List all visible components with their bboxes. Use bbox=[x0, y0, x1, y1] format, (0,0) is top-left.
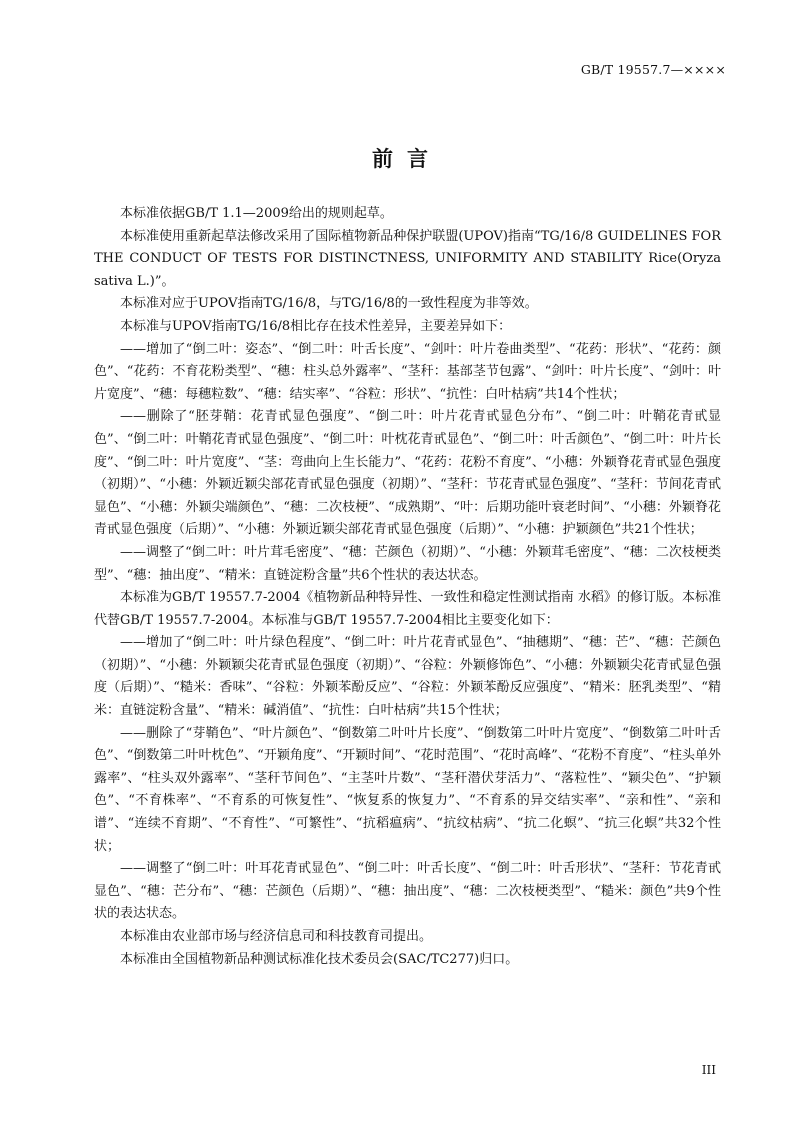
list-item-removed-traits-2004: ——删除了“芽鞘色”、“叶片颜色”、“倒数第二叶叶片长度”、“倒数第二叶叶片宽度”、“倒数第二叶叶舌色”、“倒数第二叶叶枕色”、“开颖角度”、“开颖时间”、“花时范围”、“花时高峰”、“花粉不育度”、“柱头单外露率”、“柱头双外露率”、“茎秆节间色”、“主茎叶片数”、“茎秆潜伏芽活力”、“落粒性”、“颖尖色”、“护颖色”、“不育株率”、“不育系的可恢复性”、“恢复系的恢复力”、“不育系的异交结实率”、“亲和性”、“亲和谱”、“连续不育期”、“不育性”、“可繁性”、“抗稻瘟病”、“抗纹枯病”、“抗二化螟”、“抗三化螟”共32个性状； bbox=[94, 725, 721, 854]
paragraph-proposer: 本标准由农业部市场与经济信息司和科技教育司提出。 bbox=[120, 929, 433, 944]
list-item-adjusted-traits-2004: ——调整了“倒二叶：叶耳花青甙显色”、“倒二叶：叶舌长度”、“倒二叶：叶舌形状”、“茎秆：节花青甙显色”、“穗：芒分布”、“穗：芒颜色（后期）”、“穗：抽出度”、“穗：二次枝梗类型”、“糙米：颜色”共9个性状的表达状态。 bbox=[94, 861, 721, 922]
page-title: 前言 bbox=[372, 146, 442, 171]
list-item-adjusted-traits-upov: ——调整了“倒二叶：叶片茸毛密度”、“穗：芒颜色（初期）”、“小穗：外颖茸毛密度”、“穗：二次枝梗类型”、“穗：抽出度”、“精米：直链淀粉含量”共6个性状的表达状态。 bbox=[94, 544, 721, 583]
list-item-added-traits-2004: ——增加了“倒二叶：叶片绿色程度”、“倒二叶：叶片花青甙显色”、“抽穗期”、“穗：芒”、“穗：芒颜色（初期）”、“小穗：外颖颖尖花青甙显色强度（初期）”、“谷粒：外颖修饰色”、“小穗：外颖颖尖花青甙显色强度（后期）”、“糙米：香味”、“谷粒：外颖苯酚反应”、“谷粒：外颖苯酚反应强度”、“精米：胚乳类型”、“精米：直链淀粉含量”、“精米：碱消值”、“抗性：白叶枯病”共15个性状； bbox=[94, 635, 721, 719]
paragraph-revision: 本标准为GB/T 19557.7-2004《植物新品种特异性、一致性和稳定性测试指南 水稻》的修订版。本标准代替GB/T 19557.7-2004。本标准与GB/T 19557.7-2004相比主要变化如下： bbox=[94, 590, 721, 628]
page-number: III bbox=[701, 1063, 716, 1077]
paragraph-technical-differences: 本标准与UPOV指南TG/16/8相比存在技术性差异，主要差异如下： bbox=[120, 318, 512, 334]
paragraph-drafting-basis: 本标准依据GB/T 1.1—2009给出的规则起草。 bbox=[120, 206, 393, 221]
document-body bbox=[94, 203, 721, 971]
list-item-removed-traits-upov: ——删除了“胚芽鞘：花青甙显色强度”、“倒二叶：叶片花青甙显色分布”、“倒二叶：叶鞘花青甙显色”、“倒二叶：叶鞘花青甙显色强度”、“倒二叶：叶枕花青甙显色”、“倒二叶：叶舌颜色”、“倒二叶：叶片长度”、“倒二叶：叶片宽度”、“茎：弯曲向上生长能力”、“花药：花粉不育度”、“小穗：外颖脊花青甙显色强度（初期）”、“小穗：外颖近颖尖部花青甙显色强度（初期）”、“茎秆：节花青甙显色强度”、“茎秆：节间花青甙显色”、“小穗：外颖尖端颜色”、“穗：二次枝梗”、“成熟期”、“叶：后期功能叶衰老时间”、“小穗：外颖脊花青甙显色强度（后期）”、“小穗：外颖近颖尖部花青甙显色强度（后期）”、“小穗：护颖颜色”共21个性状； bbox=[94, 409, 721, 538]
list-item-added-traits-upov: ——增加了“倒二叶：姿态”、“倒二叶：叶舌长度”、“剑叶：叶片卷曲类型”、“花药：形状”、“花药：颜色”、“花药：不育花粉类型”、“穗：柱头总外露率”、“茎秆：基部茎节包露”、“剑叶：叶片长度”、“剑叶：叶片宽度”、“穗：每穗粒数”、“穗：结实率”、“谷粒：形状”、“抗性：白叶枯病”共14个性状； bbox=[94, 341, 721, 402]
paragraph-upov-adoption: 本标准使用重新起草法修改采用了国际植物新品种保护联盟(UPOV)指南“TG/16/8 GUIDELINES FOR THE CONDUCT OF TESTS FOR DISTINCTNESS, UNIFORMITY AND STABILITY Rice(Oryza sativa L.)”。 bbox=[94, 228, 721, 289]
paragraph-consistency: 本标准对应于UPOV指南TG/16/8，与TG/16/8的一致性程度为非等效。 bbox=[120, 296, 538, 312]
standard-code: GB/T 19557.7—×××× bbox=[580, 62, 726, 77]
paragraph-administrator: 本标准由全国植物新品种测试标准化技术委员会(SAC/TC277)归口。 bbox=[120, 951, 519, 967]
